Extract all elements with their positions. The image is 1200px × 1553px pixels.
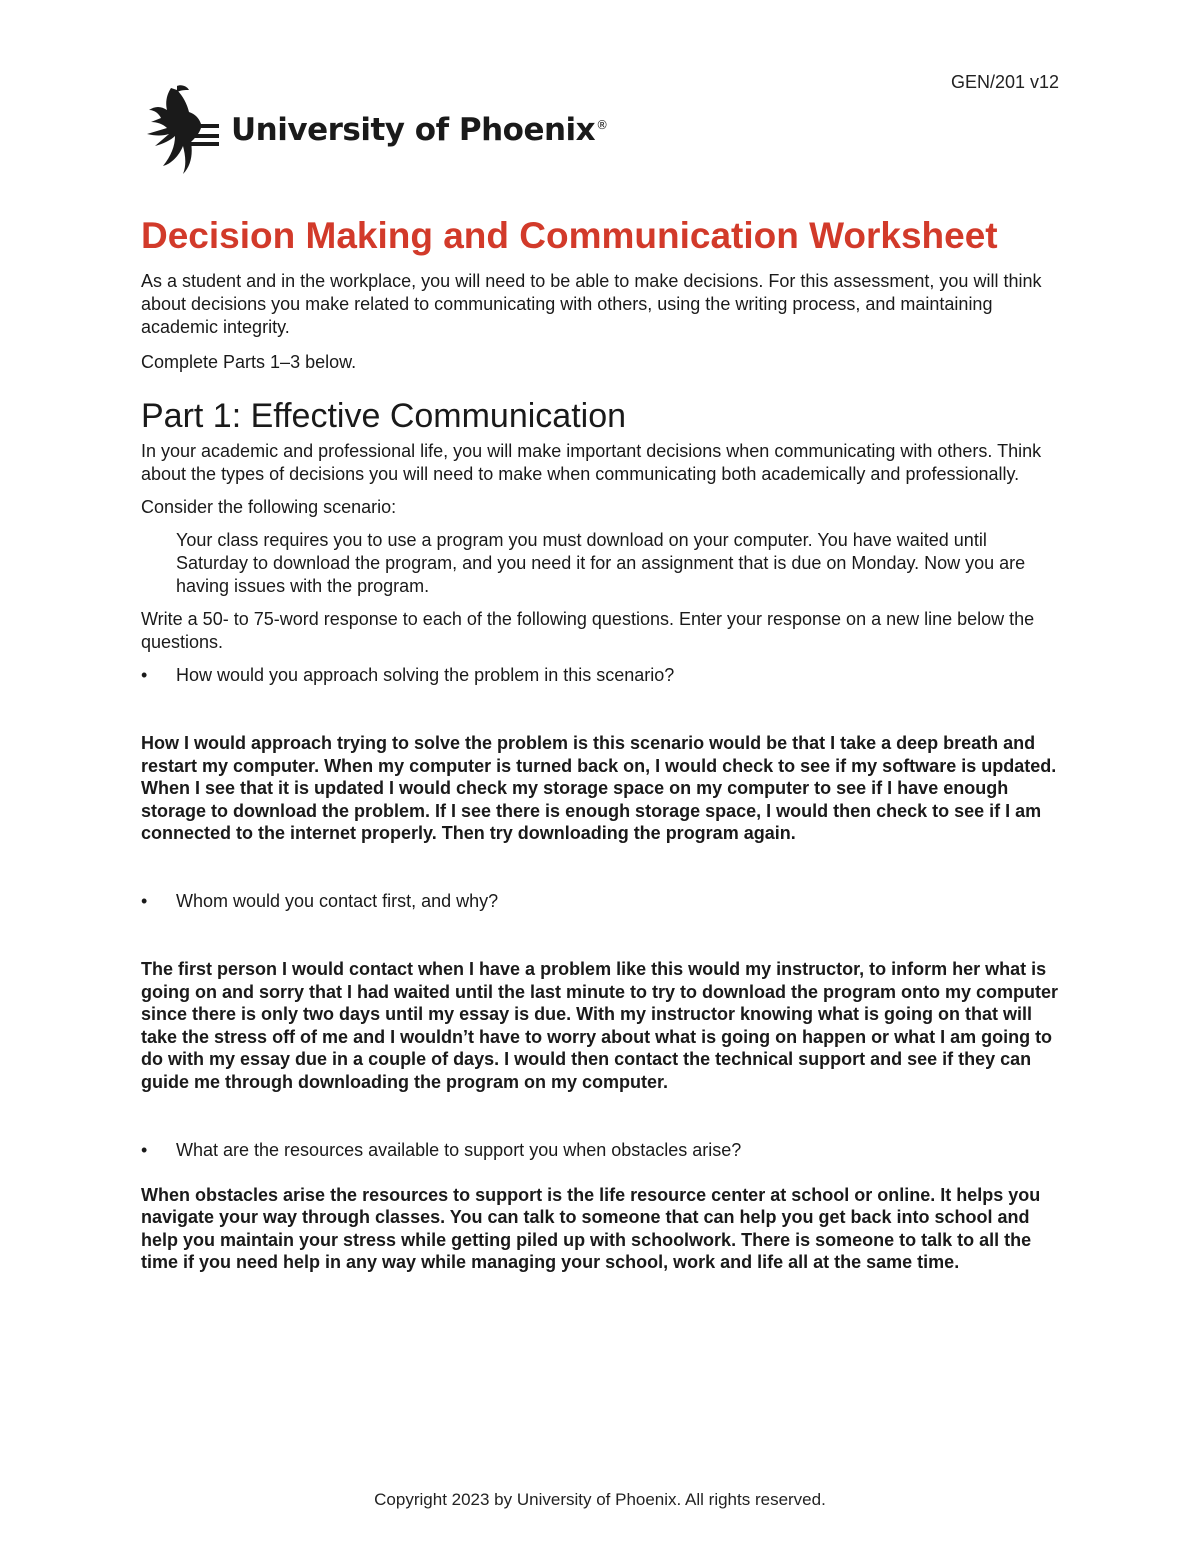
- answer-text[interactable]: The first person I would contact when I have a problem like this would my instructor, to inform her what is going on and sorry that I had waited until the last minute to try to download the program onto my computer since there is only two days until my essay is due. With my instructor knowing what is going on that will take the stress off of me and I wouldn’t have to worry about what is going on happen or what I am going to do with my essay due in a couple of days. I would then contact the technical support and see if they can guide me through downloading the program on my computer.: [141, 958, 1059, 1092]
- university-logo: [141, 84, 608, 176]
- answer-text[interactable]: How I would approach trying to solve the problem is this scenario would be that I take a deep breath and restart my computer. When my computer is turned back on, I would check to see if my software is updated. When I see that it is updated I would check my storage space on my computer to see if I have enough storage to download the problem. If I see there is enough storage space, I would then check to see if I am connected to the internet properly. Then try downloading the program again.: [141, 733, 1057, 844]
- scenario-text: Your class requires you to use a program you must download on your computer. You have waited until Saturday to download the program, and you need it for an assignment that is due on Monday. Now you are having issues with the program.: [176, 530, 1026, 596]
- answer-text[interactable]: When obstacles arise the resources to support is the life resource center at school or online. It helps you navigate your way through classes. You can talk to someone that can help you get back into school and help you maintain your stress while getting piled up with schoolwork. There is someone to talk to all the time if you need help in any way while managing your school, work and life all at the same time.: [141, 1184, 1041, 1273]
- bullet-icon: •: [141, 665, 148, 685]
- intro-paragraph: As a student and in the workplace, you will need to be able to make decisions. For this assessment, you will think about decisions you make related to communicating with others, using the writing process, and maintaining academic integrity.: [141, 271, 1042, 337]
- question-text: What are the resources available to support you when obstacles arise?: [176, 1139, 742, 1160]
- part1-heading: Part 1: Effective Communication: [141, 397, 627, 435]
- worksheet-title: Decision Making and Communication Worksheet: [141, 215, 998, 256]
- document-body: [141, 212, 1061, 1274]
- bullet-icon: •: [141, 890, 148, 911]
- part1-intro: In your academic and professional life, you will make important decisions when communicating with others. Think about the types of decisions you will need to make when communicating both academically and professionally.: [141, 441, 1042, 484]
- phoenix-bird-icon: [141, 84, 221, 176]
- question-item: [141, 664, 1061, 687]
- copyright-footer: Copyright 2023 by University of Phoenix. All rights reserved.: [374, 1490, 826, 1509]
- scenario-label: Consider the following scenario:: [141, 497, 397, 517]
- instruction-text: Complete Parts 1–3 below.: [141, 352, 357, 372]
- response-prompt: Write a 50- to 75-word response to each of the following questions. Enter your response on a new line below the questions.: [141, 609, 1035, 652]
- question-text: Whom would you contact first, and why?: [176, 890, 499, 911]
- question-item: [141, 1139, 1061, 1162]
- question-item: [141, 890, 1061, 913]
- question-text: How would you approach solving the problem in this scenario?: [176, 665, 675, 685]
- logo-wordmark: University of Phoenix®: [231, 112, 608, 148]
- bullet-icon: •: [141, 1139, 148, 1160]
- document-code: GEN/201 v12: [950, 72, 1059, 92]
